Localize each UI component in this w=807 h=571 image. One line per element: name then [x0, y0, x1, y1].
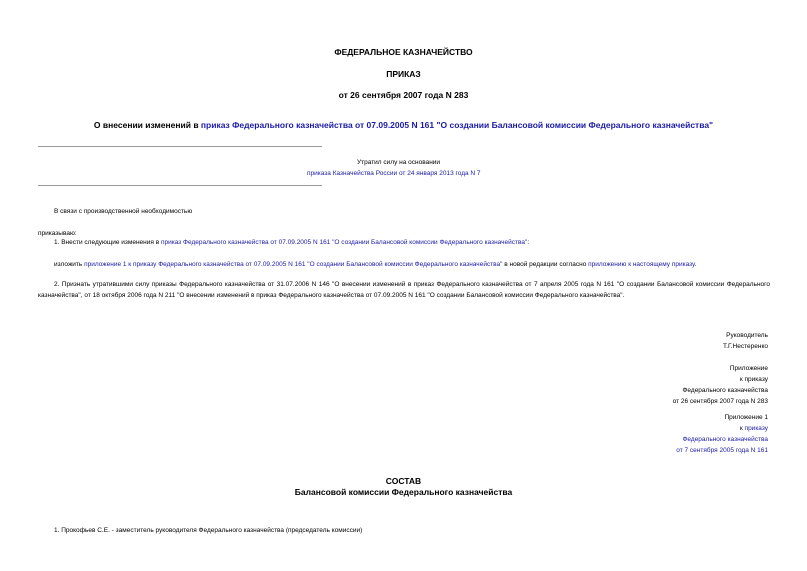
doc-title — [0, 120, 807, 130]
doc-title-link[interactable]: приказ Федерального казначейства от 07.09.2005 N 161 "О создании Балансовой комиссии Федерального казначейства" — [200, 120, 714, 130]
order-word: приказываю: — [38, 230, 77, 237]
annulled-note: Утратил силу на основании — [357, 159, 441, 166]
org-name: ФЕДЕРАЛЬНОЕ КАЗНАЧЕЙСТВО — [334, 47, 473, 57]
intro-text: В связи с производственной необходимостью — [54, 208, 193, 215]
appendix1-to-order — [740, 425, 768, 432]
p1b-prefix: изложить — [54, 261, 85, 268]
appendix1-date-link[interactable]: от 7 сентября 2005 года N 161 — [676, 447, 768, 454]
p1b-link-order-appendix[interactable]: приложению к настоящему приказу — [588, 261, 695, 268]
composition-item-1: 1. Прокофьев С.Е. - заместитель руководителя Федерального казначейства (председатель комиссии) — [54, 527, 363, 534]
p1b-mid: в новой редакции согласно — [502, 261, 589, 268]
p1-suffix: : — [527, 239, 530, 246]
signature-role: Руководитель — [726, 332, 768, 339]
appendix-to-order: к приказу — [739, 376, 768, 383]
doc-type: ПРИКАЗ — [386, 69, 421, 79]
appendix-org: Федерального казначейства — [682, 387, 768, 394]
annulled-link[interactable]: приказа Казначейства России от 24 января 2013 года N 7 — [307, 170, 481, 177]
p1-prefix: 1. Внести следующие изменения в — [54, 239, 161, 246]
doc-title-prefix: О внесении изменений в — [93, 120, 201, 130]
divider-top — [38, 146, 322, 147]
appendix-label: Приложение — [729, 365, 768, 372]
appendix1-label: Приложение 1 — [724, 414, 768, 421]
p1b-link-appendix[interactable]: приложение 1 к приказу Федерального казначейства от 07.09.2005 N 161 "О создании Балансовой комиссии Федерального казначейства" — [84, 261, 503, 268]
p1b-suffix: . — [694, 261, 697, 268]
composition-title: СОСТАВ — [385, 476, 422, 486]
divider-bottom — [38, 185, 322, 186]
signature-name: Т.Г.Нестеренко — [722, 343, 768, 350]
paragraph-2: 2. Признать утратившими силу приказы Федерального казначейства от 31.07.2006 N 146 "О внесении изменений в приказ Федерального казначейства от 7 апреля 2005 года N 161 "О создании Балансовой комиссии Федерального казначейства", от 18 октября 2006 года N 211 "О внесении изменений в приказ Федерального казначейства от 07.09.2005 N 161 "О создании Балансовой комиссии Федерального казначейства". — [38, 281, 770, 299]
composition-subtitle: Балансовой комиссии Федерального казначейства — [294, 487, 513, 497]
appendix1-prefix: к — [739, 425, 745, 432]
paragraph-1b — [54, 261, 696, 268]
appendix1-order-link[interactable]: приказу — [744, 425, 768, 432]
doc-date: от 26 сентября 2007 года N 283 — [338, 90, 469, 100]
appendix-date: от 26 сентября 2007 года N 283 — [672, 398, 768, 405]
paragraph-1 — [54, 239, 529, 246]
p1-link[interactable]: приказ Федерального казначейства от 07.09.2005 N 161 "О создании Балансовой комиссии Федерального казначейства" — [160, 239, 528, 246]
appendix1-org-link[interactable]: Федерального казначейства — [682, 436, 768, 443]
